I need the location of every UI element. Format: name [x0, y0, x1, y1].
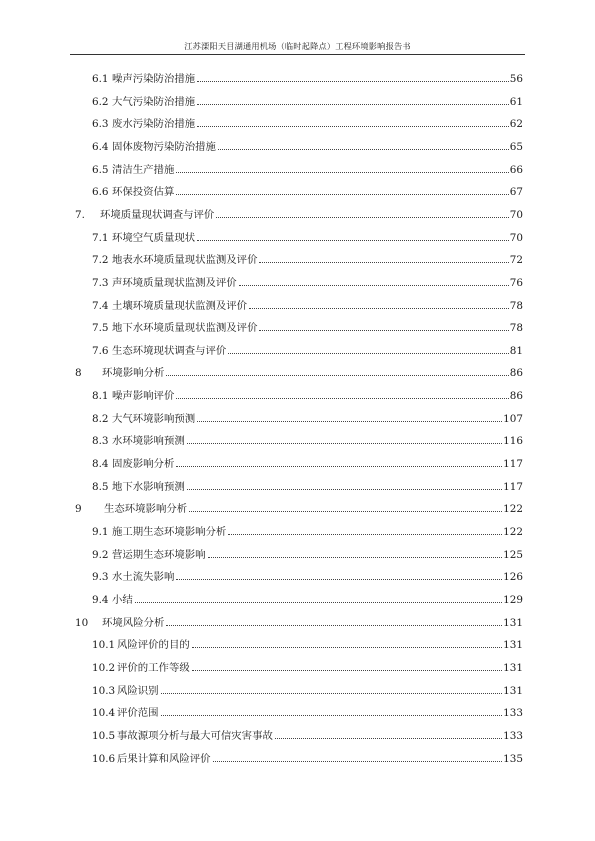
- toc-entry-title: 土壤环境质量现状监测及评价: [112, 299, 248, 312]
- toc-entry-page: 117: [503, 458, 523, 471]
- toc-entry-page: 61: [509, 95, 523, 108]
- toc-leader-dots: [161, 715, 503, 716]
- toc-leader-dots: [197, 104, 509, 105]
- toc-entry[interactable]: [0, 751, 595, 767]
- toc-leader-dots: [197, 240, 509, 241]
- toc-entry-title: 环境空气质量现状: [112, 231, 196, 244]
- toc-leader-dots: [176, 579, 502, 580]
- toc-entry[interactable]: [0, 94, 595, 110]
- toc-entry-title: 风险识别: [117, 684, 159, 697]
- toc-entry-number: 10.6: [92, 752, 116, 765]
- toc-entry-page: 131: [503, 684, 523, 697]
- toc-entry-number: 8.2: [92, 412, 109, 425]
- toc-entry-title: 水土流失影响: [112, 571, 175, 584]
- toc-entry[interactable]: [0, 343, 595, 359]
- toc-entry[interactable]: [0, 705, 595, 721]
- toc-leader-dots: [192, 670, 502, 671]
- toc-entry[interactable]: [0, 184, 595, 200]
- toc-entry-page: 129: [503, 593, 523, 606]
- toc-entry-title: 环保投资估算: [112, 186, 175, 199]
- toc-leader-dots: [239, 285, 509, 286]
- toc-leader-dots: [189, 511, 502, 512]
- toc-entry[interactable]: [0, 433, 595, 449]
- toc-entry-page: 70: [509, 231, 523, 244]
- toc-entry-page: 126: [503, 571, 523, 584]
- toc-entry[interactable]: [0, 162, 595, 178]
- toc-leader-dots: [249, 308, 509, 309]
- toc-entry-title: 生态环境影响分析: [104, 503, 188, 516]
- toc-entry[interactable]: [0, 479, 595, 495]
- toc-entry-page: 107: [503, 412, 523, 425]
- toc-entry-page: 72: [509, 254, 523, 267]
- toc-entry-number: 10.4: [92, 707, 116, 720]
- toc-leader-dots: [216, 217, 508, 218]
- toc-entry[interactable]: [0, 365, 595, 381]
- toc-entry-number: 7.4: [92, 299, 109, 312]
- toc-entry[interactable]: [0, 683, 595, 699]
- toc-entry[interactable]: [0, 275, 595, 291]
- toc-entry[interactable]: [0, 252, 595, 268]
- toc-entry-title: 评价范围: [117, 707, 159, 720]
- toc-leader-dots: [135, 602, 502, 603]
- toc-entry-page: 86: [509, 367, 523, 380]
- toc-entry-page: 133: [503, 729, 523, 742]
- toc-entry-number: 8: [75, 367, 82, 380]
- toc-entry-page: 135: [503, 752, 523, 765]
- toc-entry-page: 131: [503, 661, 523, 674]
- toc-entry-title: 评价的工作等级: [117, 661, 190, 674]
- toc-entry-number: 9.3: [92, 571, 109, 584]
- toc-entry-page: 86: [509, 390, 523, 403]
- toc-entry-number: 8.3: [92, 435, 109, 448]
- toc-entry-page: 78: [509, 299, 523, 312]
- toc-entry-title: 后果计算和风险评价: [117, 752, 211, 765]
- toc-leader-dots: [176, 398, 508, 399]
- toc-entry-page: 65: [509, 140, 523, 153]
- toc-entry-number: 7.1: [92, 231, 109, 244]
- toc-entry-number: 10.2: [92, 661, 116, 674]
- toc-leader-dots: [192, 647, 502, 648]
- toc-entry[interactable]: [0, 569, 595, 585]
- toc-entry-page: 67: [509, 186, 523, 199]
- toc-entry-title: 环境质量现状调查与评价: [100, 208, 215, 221]
- toc-entry[interactable]: [0, 501, 595, 517]
- toc-entry-number: 8.1: [92, 390, 109, 403]
- toc-entry-number: 10.3: [92, 684, 116, 697]
- toc-entry-page: 62: [509, 118, 523, 131]
- toc-entry-number: 7.6: [92, 344, 109, 357]
- toc-entry-title: 地表水环境质量现状监测及评价: [112, 254, 258, 267]
- toc-leader-dots: [228, 353, 508, 354]
- toc-entry-title: 风险评价的目的: [117, 639, 190, 652]
- toc-leader-dots: [197, 126, 509, 127]
- toc-entry-title: 固体废物污染防治措施: [112, 140, 216, 153]
- toc-entry-title: 地下水影响预测: [112, 480, 185, 493]
- toc-entry-title: 环境影响分析: [102, 367, 165, 380]
- toc-leader-dots: [166, 625, 502, 626]
- toc-entry[interactable]: [0, 207, 595, 223]
- toc-leader-dots: [176, 466, 502, 467]
- toc-entry-page: 116: [503, 435, 523, 448]
- toc-entry-page: 81: [509, 344, 523, 357]
- toc-entry-page: 125: [503, 548, 523, 561]
- toc-entry[interactable]: [0, 637, 595, 653]
- toc-entry-number: 7.3: [92, 276, 109, 289]
- toc-leader-dots: [213, 761, 503, 762]
- toc-leader-dots: [259, 330, 508, 331]
- toc-leader-dots: [218, 149, 509, 150]
- toc-entry-page: 66: [509, 163, 523, 176]
- toc-entry-number: 7.: [75, 208, 85, 221]
- toc-leader-dots: [187, 489, 502, 490]
- toc-entry-page: 133: [503, 707, 523, 720]
- toc-entry-number: 9.4: [92, 593, 109, 606]
- toc-entry-number: 9.1: [92, 526, 109, 538]
- toc-leader-dots: [176, 172, 508, 173]
- toc-entry-title: 施工期生态环境影响分析: [112, 526, 227, 538]
- toc-entry[interactable]: [0, 615, 595, 631]
- toc-entry-title: 噪声污染防治措施: [112, 73, 196, 85]
- toc-entry-number: 9.2: [92, 548, 109, 561]
- toc-entry-number: 6.3: [92, 118, 109, 131]
- toc-entry-title: 环境风险分析: [102, 616, 165, 629]
- toc-entry-page: 131: [503, 639, 523, 652]
- toc-entry-title: 营运期生态环境影响: [112, 548, 206, 561]
- toc-entry-title: 噪声影响评价: [112, 390, 175, 403]
- toc-entry-page: 56: [509, 73, 523, 85]
- toc-entry-title: 固废影响分析: [112, 458, 175, 471]
- toc-entry-page: 78: [509, 322, 523, 335]
- toc-entry-title: 水环境影响预测: [112, 435, 185, 448]
- toc-entry-number: 6.4: [92, 140, 109, 153]
- toc-entry-number: 9: [75, 503, 82, 516]
- toc-entry[interactable]: [0, 524, 595, 540]
- toc-entry[interactable]: [0, 320, 595, 336]
- toc-entry-title: 大气环境影响预测: [112, 412, 196, 425]
- toc-entry-number: 8.4: [92, 458, 109, 471]
- toc-entry-number: 6.6: [92, 186, 109, 199]
- running-header: 江苏溧阳天目湖通用机场（临时起降点）工程环境影响报告书: [184, 41, 411, 51]
- toc-entry[interactable]: [0, 547, 595, 563]
- toc-entry[interactable]: [0, 388, 595, 404]
- toc-entry-title: 大气污染防治措施: [112, 95, 196, 108]
- toc-leader-dots: [166, 375, 508, 376]
- toc-entry-title: 地下水环境质量现状监测及评价: [112, 322, 258, 335]
- toc-leader-dots: [187, 443, 502, 444]
- toc-entry[interactable]: [0, 116, 595, 132]
- toc-entry[interactable]: [0, 660, 595, 676]
- toc-entry[interactable]: [0, 728, 595, 744]
- header-rule: [70, 54, 525, 55]
- toc-leader-dots: [197, 81, 509, 82]
- toc-entry[interactable]: [0, 139, 595, 155]
- toc-entry-number: 7.2: [92, 254, 109, 267]
- toc-entry-title: 清洁生产措施: [112, 163, 175, 176]
- toc-leader-dots: [197, 421, 502, 422]
- toc-entry-title: 事故源项分析与最大可信灾害事故: [117, 729, 273, 742]
- toc-entry-title: 声环境质量现状监测及评价: [112, 276, 237, 289]
- toc-entry[interactable]: [0, 230, 595, 246]
- toc-entry-number: 10: [75, 616, 89, 629]
- toc-entry-number: 8.5: [92, 480, 109, 493]
- toc-entry-page: 131: [503, 616, 523, 629]
- toc-leader-dots: [228, 534, 502, 535]
- toc-entry-number: 6.5: [92, 163, 109, 176]
- toc-entry-page: 122: [503, 503, 523, 516]
- toc-entry-title: 小结: [112, 593, 133, 606]
- toc-entry-page: 122: [503, 526, 523, 538]
- toc-entry[interactable]: [0, 71, 595, 87]
- toc-entry[interactable]: [0, 298, 595, 314]
- toc-leader-dots: [176, 194, 508, 195]
- toc-leader-dots: [275, 738, 502, 739]
- toc-entry-title: 生态环境现状调查与评价: [112, 344, 227, 357]
- toc-entry[interactable]: [0, 592, 595, 608]
- toc-entry-page: 76: [509, 276, 523, 289]
- toc-entry-title: 废水污染防治措施: [112, 118, 196, 131]
- toc-entry-number: 7.5: [92, 322, 109, 335]
- toc-leader-dots: [259, 262, 508, 263]
- toc-entry[interactable]: [0, 456, 595, 472]
- toc-entry-page: 70: [509, 208, 523, 221]
- toc-leader-dots: [161, 693, 503, 694]
- toc-entry-number: 6.1: [92, 73, 109, 85]
- toc-leader-dots: [208, 557, 503, 558]
- toc-entry-page: 117: [503, 480, 523, 493]
- toc-entry-number: 6.2: [92, 95, 109, 108]
- toc-entry-number: 10.1: [92, 639, 116, 652]
- toc-entry-number: 10.5: [92, 729, 116, 742]
- toc-entry[interactable]: [0, 411, 595, 427]
